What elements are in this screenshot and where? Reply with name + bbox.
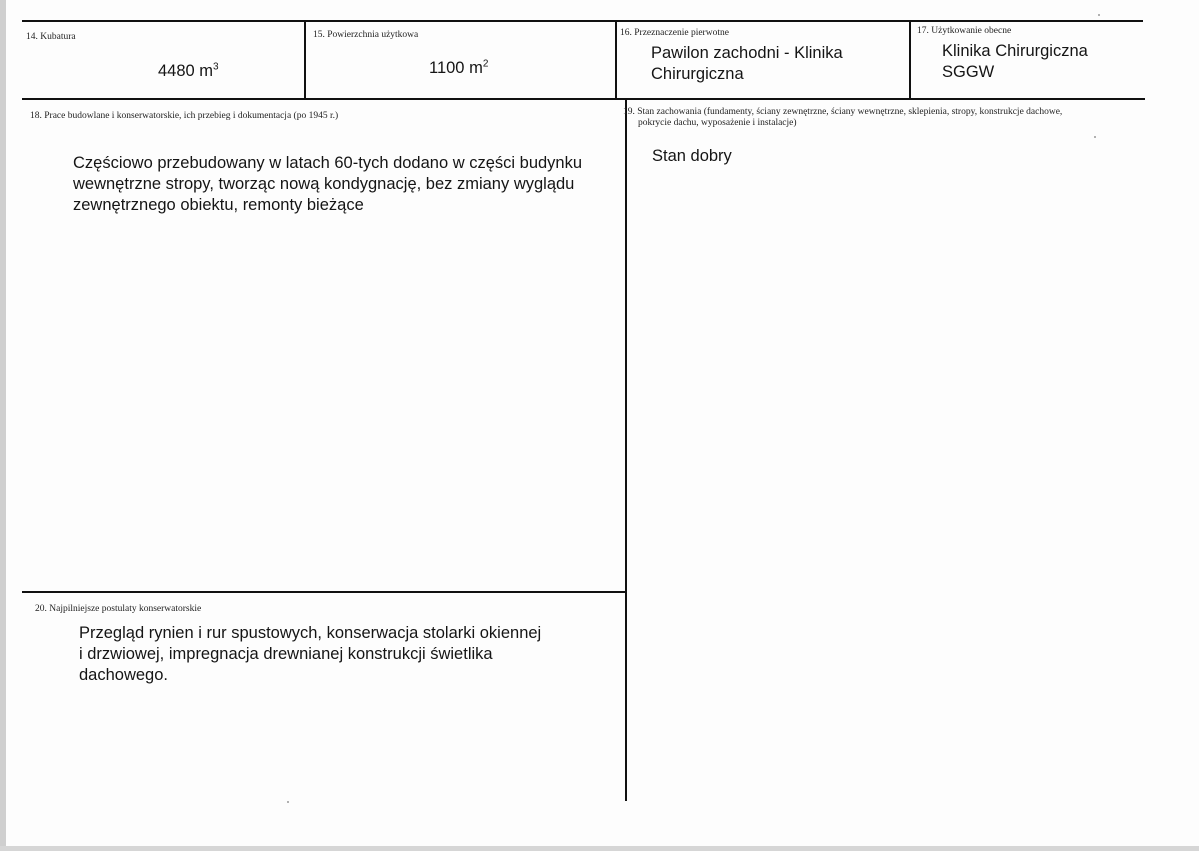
top-border-line <box>22 20 1143 22</box>
field-14-label: 14. Kubatura <box>26 32 76 42</box>
row1-bottom-line <box>22 98 1145 100</box>
field-14-value-text: 4480 m <box>158 62 214 80</box>
field-18-line-2: wewnętrzne stropy, tworząc nową kondygnację, bez zmiany wyglądu <box>73 175 575 193</box>
scan-speck <box>287 801 289 803</box>
field-20-line-1: Przegląd rynien i rur spustowych, konserwacja stolarki okiennej <box>79 624 542 642</box>
field-18-label: 18. Prace budowlane i konserwatorskie, ich przebieg i dokumentacja (po 1945 r.) <box>30 111 339 121</box>
divider-15-16 <box>615 20 617 99</box>
field-19-label-line1: 19. Stan zachowania (fundamenty, ściany zewnętrzne, ściany wewnętrzne, sklepienia, stropy, konstrukcje dachowe, <box>623 107 1063 117</box>
row2-bottom-line <box>22 591 626 593</box>
scan-edge-left <box>0 0 6 851</box>
field-19-value: Stan dobry <box>652 147 732 165</box>
field-15-label: 15. Powierzchnia użytkowa <box>313 30 419 40</box>
field-17-label: 17. Użytkowanie obecne <box>917 26 1012 36</box>
divider-14-15 <box>304 20 306 99</box>
main-vertical-divider <box>625 99 627 801</box>
field-20-label: 20. Najpilniejsze postulaty konserwatorskie <box>35 604 202 614</box>
scan-speck <box>1098 14 1100 16</box>
field-17-value-line2: SGGW <box>942 63 995 81</box>
field-18-line-3: zewnętrznego obiektu, remonty bieżące <box>73 196 364 214</box>
field-17-value-line1: Klinika Chirurgiczna <box>942 42 1088 60</box>
field-16-value-line2: Chirurgiczna <box>651 65 744 83</box>
divider-16-17 <box>909 20 911 99</box>
field-18-line-1: Częściowo przebudowany w latach 60-tych dodano w części budynku <box>73 154 583 172</box>
field-14-value <box>158 60 219 82</box>
field-15-value <box>429 57 488 79</box>
field-20-line-2: i drzwiowej, impregnacja drewnianej konstrukcji świetlika <box>79 645 493 663</box>
field-16-value-line1: Pawilon zachodni - Klinika <box>651 44 843 62</box>
field-15-unit-sup: 2 <box>482 58 489 70</box>
scan-speck <box>1094 136 1096 138</box>
field-20-line-3: dachowego. <box>79 666 168 684</box>
field-16-label: 16. Przeznaczenie pierwotne <box>620 28 729 38</box>
field-19-label-line2: pokrycie dachu, wyposażenie i instalacje) <box>638 118 797 128</box>
field-14-unit-sup: 3 <box>213 61 219 73</box>
field-15-value-text: 1100 m <box>429 59 483 77</box>
scan-edge-bottom <box>0 846 1199 851</box>
